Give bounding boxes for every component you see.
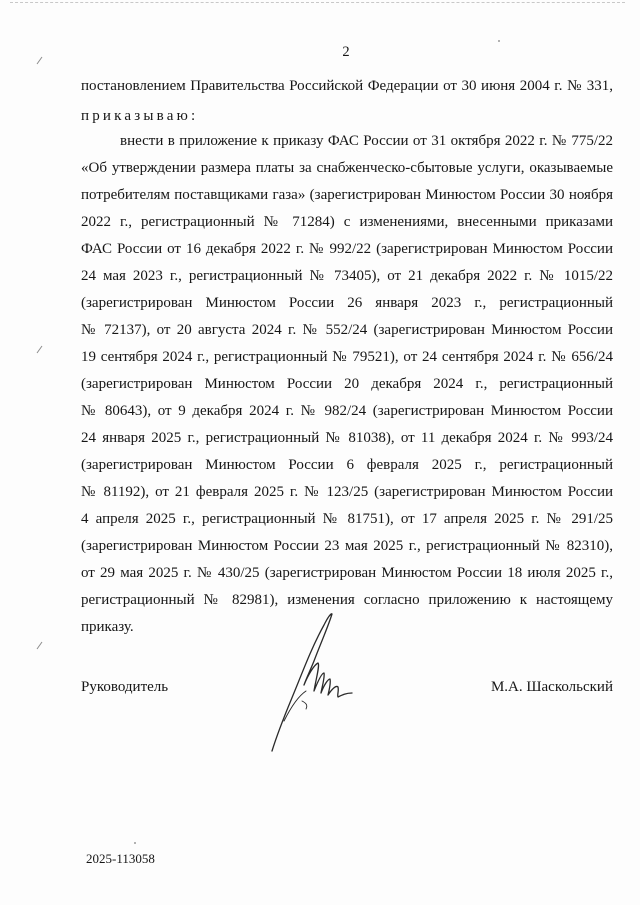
paragraph-line: приказу. bbox=[81, 619, 134, 635]
signer-name: М.А. Шаскольский bbox=[490, 679, 613, 695]
paragraph-line: внести в приложение к приказу ФАС России от 31 октября 2022 г. № 775/22 bbox=[120, 133, 613, 149]
paragraph-line: 24 января 2025 г., регистрационный № 81038), от 11 декабря 2024 г. № 993/24 bbox=[81, 430, 613, 446]
top-edge-rule bbox=[10, 2, 625, 4]
paragraph-line: потребителям поставщиками газа» (зарегистрирован Минюстом России 30 ноября bbox=[81, 187, 613, 203]
scan-speck bbox=[498, 40, 500, 42]
paragraph-line: 19 сентября 2024 г., регистрационный № 79521), от 24 сентября 2024 г. № 656/24 bbox=[81, 349, 613, 365]
paragraph-line: 24 мая 2023 г., регистрационный № 73405), от 21 декабря 2022 г. № 1015/22 bbox=[81, 268, 613, 284]
order-word: приказываю: bbox=[81, 108, 199, 124]
paragraph-line: от 29 мая 2025 г. № 430/25 (зарегистрирован Минюстом России 18 июля 2025 г., bbox=[81, 565, 613, 581]
handwritten-signature bbox=[262, 605, 362, 755]
paragraph-line: 4 апреля 2025 г., регистрационный № 81751), от 17 апреля 2025 г. № 291/25 bbox=[81, 511, 613, 527]
paragraph-line: «Об утверждении размера платы за снабженческо-сбытовые услуги, оказываемые bbox=[81, 160, 613, 176]
order-paragraph bbox=[81, 128, 613, 641]
paragraph-line: (зарегистрирован Минюстом России 23 мая 2025 г., регистрационный № 82310), bbox=[81, 538, 613, 554]
paragraph-line: (зарегистрирован Минюстом России 26 января 2023 г., регистрационный bbox=[81, 295, 613, 311]
paragraph-line: № 80643), от 9 декабря 2024 г. № 982/24 (зарегистрирован Минюстом России bbox=[81, 403, 613, 419]
paragraph-line: 2022 г., регистрационный № 71284) с изменениями, внесенными приказами bbox=[81, 214, 613, 230]
signer-position: Руководитель bbox=[81, 679, 169, 695]
document-number: 2025-113058 bbox=[86, 851, 155, 866]
scan-speck bbox=[134, 842, 136, 844]
lead-line: постановлением Правительства Российской Федерации от 30 июня 2004 г. № 331, bbox=[81, 78, 613, 94]
paragraph-line: ФАС России от 16 декабря 2022 г. № 992/22 (зарегистрирован Минюстом России bbox=[81, 241, 613, 257]
margin-tick-mark bbox=[36, 55, 44, 65]
paragraph-line: № 81192), от 21 февраля 2025 г. № 123/25 (зарегистрирован Минюстом России bbox=[81, 484, 613, 500]
paragraph-line: (зарегистрирован Минюстом России 20 декабря 2024 г., регистрационный bbox=[81, 376, 613, 392]
paragraph-line: № 72137), от 20 августа 2024 г. № 552/24 (зарегистрирован Минюстом России bbox=[81, 322, 613, 338]
margin-tick-mark bbox=[36, 640, 44, 650]
margin-tick-mark bbox=[36, 344, 44, 354]
paragraph-line: регистрационный № 82981), изменения согласно приложению к настоящему bbox=[81, 592, 613, 608]
page-number: 2 bbox=[342, 44, 350, 60]
paragraph-line: (зарегистрирован Минюстом России 6 февраля 2025 г., регистрационный bbox=[81, 457, 613, 473]
